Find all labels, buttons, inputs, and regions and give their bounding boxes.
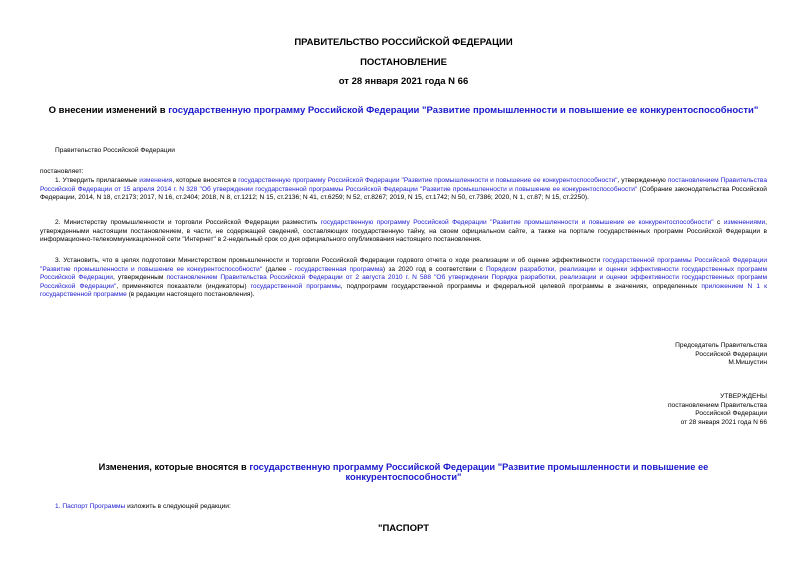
signature-line-3: М.Мишустин [728,359,767,367]
item1-text: изложить в следующей редакции: [125,503,231,510]
p3-link-indicators[interactable]: государственной программы [250,282,341,290]
approved-block [547,393,767,427]
p3-text-7: (в редакции настоящего постановления). [126,291,255,299]
government-heading: ПРАВИТЕЛЬСТВО РОССИЙСКОЙ ФЕДЕРАЦИИ [294,37,513,48]
p3-text-6: , подпрограмм государственной программы и федеральной целевой программы в значениях, определенных [340,282,702,290]
intro-text: Правительство Российской Федерации [55,147,175,154]
changes-title-prefix: Изменения, которые вносятся в [98,462,250,472]
p2-text-2: с [713,219,724,226]
p3-link-resolution-588[interactable]: постановлением Правительства Российской Федерации от 2 августа 2010 г. N 588 "Об утверждении Порядка разработки, реализации и оценки эффективности государственных программ Российской Федерации" [40,274,767,290]
p3-text-1: 3. Установить, что в целях подготовки Министерством промышленности и торговли Российской Федерации годового отчета о ходе реализации и об оценке эффективности [55,257,603,264]
item1-passport-link[interactable]: 1. Паспорт Программы [55,503,126,510]
document-title [40,105,767,116]
paragraph-2 [40,219,767,245]
p1-link-changes[interactable]: изменения [139,177,173,184]
title-program-link[interactable]: государственную программу Российской Федерации "Развитие промышленности и повышение ее конкурентоспособности" [168,105,759,116]
p1-link-resolution[interactable]: постановлением Правительства Российской Федерации от 15 апреля 2014 г. N 328 "Об утверждении государственной программы Российской Федерации "Развитие промышленности и повышение ее конкурентоспособности" [40,177,768,193]
p3-link-procedure[interactable]: Порядком разработки, реализации и оценки эффективности государственных программ Российской Федерации [40,265,767,282]
p3-text-5: , применяются показатели (индикаторы) [116,282,251,290]
item-1 [55,503,555,512]
p2-text-1: 2. Министерству промышленности и торговли Российской Федерации разместить [55,219,321,226]
p3-text-2: (далее - [262,265,295,273]
approved-line-2: постановлением Правительства [667,401,767,409]
title-prefix: О внесении изменений в [48,105,169,116]
document-date-number: от 28 января 2021 года N 66 [338,76,469,87]
p1-text-2: , которые вносятся в [172,177,239,184]
paragraph-3 [40,257,767,300]
paragraph-1 [40,177,767,203]
changes-title [40,462,767,482]
approved-line-3: Российской Федерации [695,410,767,418]
p1-text-4: (Собрание законодательства Российской Федерации, 2014, N 18, ст.2173; 2017, N 16, ст.2404; 2018, N 8, ст.1212; N 15, ст.2136; N 41, ст.6259; N 52, ст.8267; 2019, N 15, ст.1742; N 50, ст.7386; 2020, N 1, ст.87; N 15, ст.2250). [40,185,767,202]
signature-line-1: Председатель Правительства [675,342,767,349]
passport-heading: "ПАСПОРТ [377,523,430,534]
p1-text-3: , утвержденную [617,177,668,184]
p2-text-3: , утвержденными настоящим постановлением, в части, не содержащей сведений, составляющих государственную тайну, на своем официальном сайте, а также на портале государственных программ Российской Федерации в информационно-телекоммуникационной сети "Интернет" в 2-недельный срок со дня официального опубликования настоящего постановления. [40,219,767,244]
signature-block [547,342,767,368]
p3-text-4: , утвержденным [112,274,167,282]
p3-text-3: ) за 2020 год в соответствии с [382,265,486,273]
p2-link-changes[interactable]: изменениями [723,219,766,226]
signature-line-2: Российской Федерации [695,350,767,358]
p1-link-program[interactable]: государственную программу Российской Федерации "Развитие промышленности и повышение ее конкурентоспособности" [238,177,618,184]
resolves-text: постановляет: [40,168,84,175]
p1-text-1: 1. Утвердить прилагаемые [55,177,140,184]
p3-link-program[interactable]: государственной программы Российской Федерации "Развитие промышленности и повышение ее конкурентоспособности" [40,257,768,273]
changes-title-program-link[interactable]: государственную программу Российской Федерации "Развитие промышленности и повышение ее конкурентоспособности" [249,462,709,482]
p3-link-state-program[interactable]: государственная программа [294,265,383,273]
approved-line-1: УТВЕРЖДЕНЫ [720,393,767,400]
p2-link-program[interactable]: государственную программу Российской Федерации "Развитие промышленности и повышение ее конкурентоспособности" [320,219,714,226]
document-type: ПОСТАНОВЛЕНИЕ [360,57,447,68]
p3-link-appendix[interactable]: приложением N 1 к государственной программе [40,282,767,299]
approved-line-4: от 28 января 2021 года N 66 [680,418,767,426]
